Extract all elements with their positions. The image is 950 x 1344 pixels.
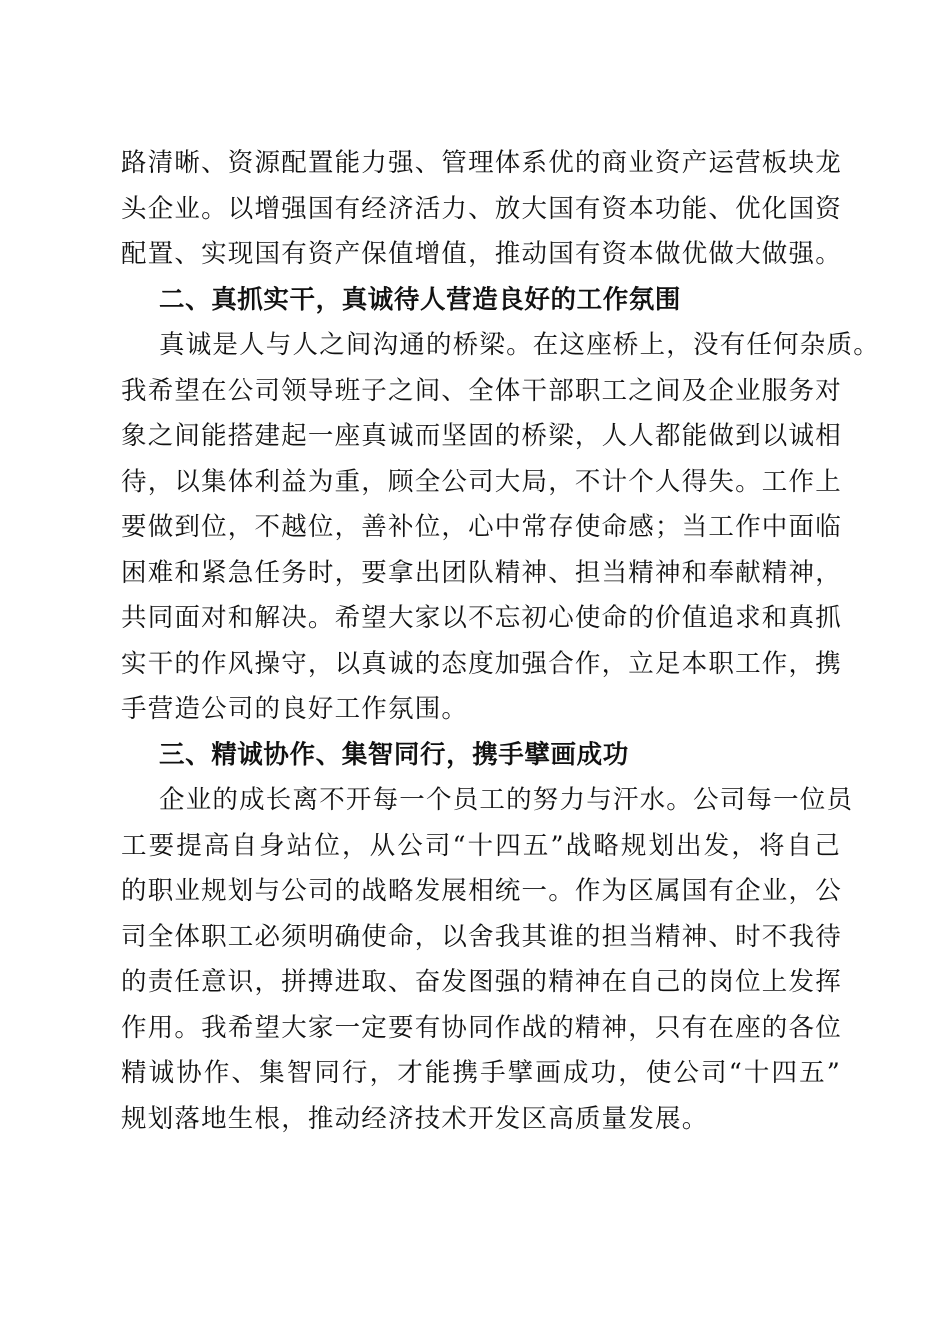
paragraph-2-line-7: 共同面对和解决。希望大家以不忘初心使命的价值追求和真抓 [121,603,842,633]
paragraph-2-line-6: 困难和紧急任务时，要拿出团队精神、担当精神和奉献精神， [121,557,842,588]
document-body [121,141,880,1142]
paragraph-2-line-1: 真诚是人与人之间沟通的桥梁。在这座桥上，没有任何杂质。 [159,330,880,360]
paragraph-1-line-2: 头企业。以增强国有经济活力、放大国有资本功能、优化国资 [121,193,842,224]
section-heading-3: 三、精诚协作、集智同行，携手擘画成功 [159,739,629,770]
paragraph-3-line-1: 企业的成长离不开每一个员工的努力与汗水。公司每一位员 [159,785,854,815]
paragraph-2-line-2: 我希望在公司领导班子之间、全体干部职工之间及企业服务对 [121,375,842,406]
paragraph-2-line-8: 实干的作风操守，以真诚的态度加强合作，立足本职工作，携 [121,648,842,679]
section-heading-2: 二、真抓实干，真诚待人营造良好的工作氛围 [159,284,682,315]
paragraph-3-line-5: 的责任意识，拼搏进取、奋发图强的精神在自己的岗位上发挥 [121,967,842,997]
paragraph-3-line-6: 作用。我希望大家一定要有协同作战的精神，只有在座的各位 [121,1012,842,1043]
paragraph-3-line-8: 规划落地生根，推动经济技术开发区高质量发展。 [121,1103,709,1134]
paragraph-1-line-1: 路清晰、资源配置能力强、管理体系优的商业资产运营板块龙 [121,148,842,178]
paragraph-2-line-9: 手营造公司的良好工作氛围。 [121,694,469,724]
paragraph-1-line-3: 配置、实现国有资产保值增值，推动国有资本做优做大做强。 [121,239,842,269]
paragraph-2-line-4: 待，以集体利益为重，顾全公司大局，不计个人得失。工作上 [121,466,842,497]
paragraph-3-line-4: 司全体职工必须明确使命，以舍我其谁的担当精神、时不我待 [121,921,842,952]
paragraph-3-line-7: 精诚协作、集智同行，才能携手擘画成功，使公司“十四五” [121,1058,841,1088]
paragraph-2-line-3: 象之间能搭建起一座真诚而坚固的桥梁，人人都能做到以诚相 [121,421,842,451]
paragraph-2-line-5: 要做到位，不越位，善补位，心中常存使命感；当工作中面临 [121,512,842,542]
paragraph-3-line-2: 工要提高自身站位，从公司“十四五”战略规划出发，将自己 [121,830,841,861]
paragraph-3-line-3: 的职业规划与公司的战略发展相统一。作为区属国有企业，公 [121,876,842,906]
